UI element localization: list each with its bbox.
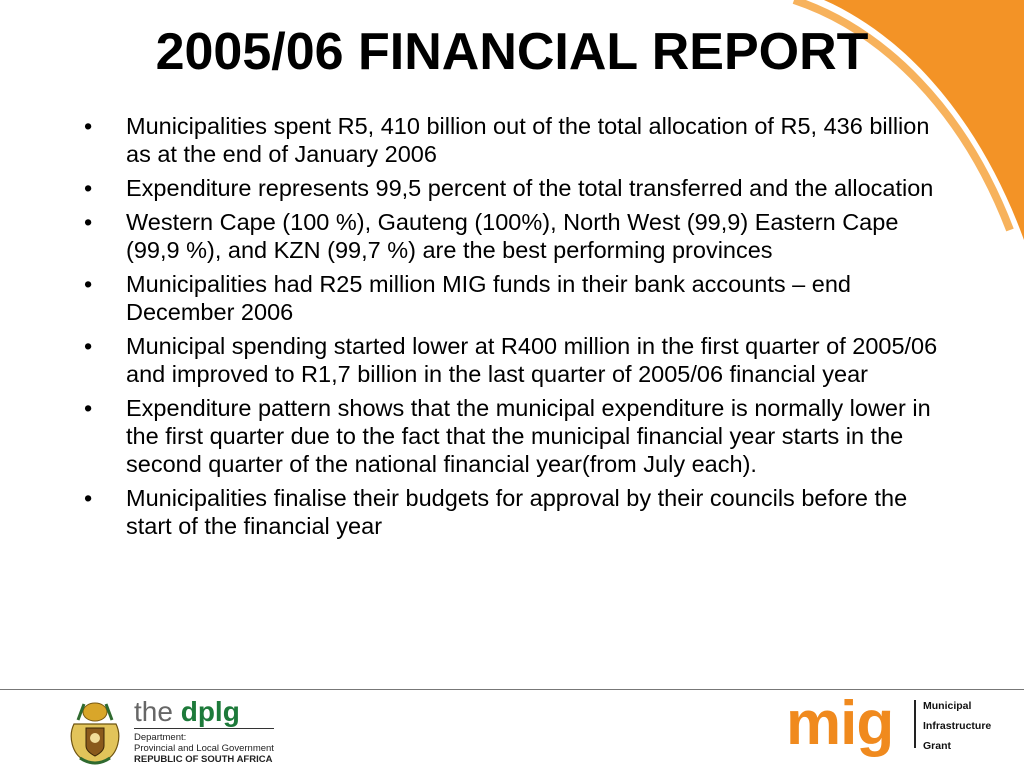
bullet-glyph: • — [84, 175, 93, 201]
dept-line-3: REPUBLIC OF SOUTH AFRICA — [134, 754, 273, 765]
list-item — [80, 332, 950, 388]
mig-line-2: Infrastructure — [923, 720, 992, 732]
bullet-text: Expenditure represents 99,5 percent of the total transferred and the allocation — [126, 175, 934, 201]
bullet-glyph: • — [84, 485, 93, 511]
dplg-wordmark — [134, 696, 240, 728]
dplg-name: dplg — [180, 696, 240, 727]
list-item — [80, 208, 950, 264]
page-title: 2005/06 FINANCIAL REPORT — [155, 23, 869, 81]
mig-wordmark: mig — [786, 689, 894, 758]
bullet-glyph: • — [84, 271, 93, 297]
mig-line-3: Grant — [923, 740, 952, 752]
mig-divider — [914, 700, 916, 748]
mig-caption — [923, 696, 991, 756]
bullet-glyph: • — [84, 113, 93, 139]
bullet-text: Municipalities spent R5, 410 billion out of the total allocation of R5, 436 billion as at the end of January 2006 — [126, 113, 930, 167]
dplg-underline — [134, 728, 274, 729]
bullet-text: Western Cape (100 %), Gauteng (100%), North West (99,9) Eastern Cape (99,9 %), and KZN (99,7 %) are the best performing provinces — [126, 209, 899, 263]
list-item — [80, 174, 950, 202]
dept-line-2: Provincial and Local Government — [134, 743, 274, 754]
bullet-text: Expenditure pattern shows that the municipal expenditure is normally lower in the first quarter due to the fact that the municipal financial year starts in the second quarter of the national financial year(from July each). — [126, 395, 931, 477]
list-item — [80, 484, 950, 540]
mig-line-1: Municipal — [923, 700, 972, 712]
list-item — [80, 394, 950, 478]
bullet-text: Municipal spending started lower at R400 million in the first quarter of 2005/06 and improved to R1,7 billion in the last quarter of 2005/06 financial year — [126, 333, 938, 387]
bullet-text: Municipalities had R25 million MIG funds in their bank accounts – end December 2006 — [126, 271, 851, 325]
dept-line-1: Department: — [134, 732, 187, 743]
coat-of-arms-icon — [64, 694, 126, 766]
dplg-prefix: the — [134, 696, 173, 727]
bullet-glyph: • — [84, 209, 93, 235]
dplg-department — [134, 732, 274, 765]
bullet-list — [80, 112, 950, 546]
bullet-glyph: • — [84, 333, 93, 359]
list-item — [80, 270, 950, 326]
list-item — [80, 112, 950, 168]
bullet-text: Municipalities finalise their budgets for approval by their councils before the start of the financial year — [126, 485, 908, 539]
bullet-glyph: • — [84, 395, 93, 421]
